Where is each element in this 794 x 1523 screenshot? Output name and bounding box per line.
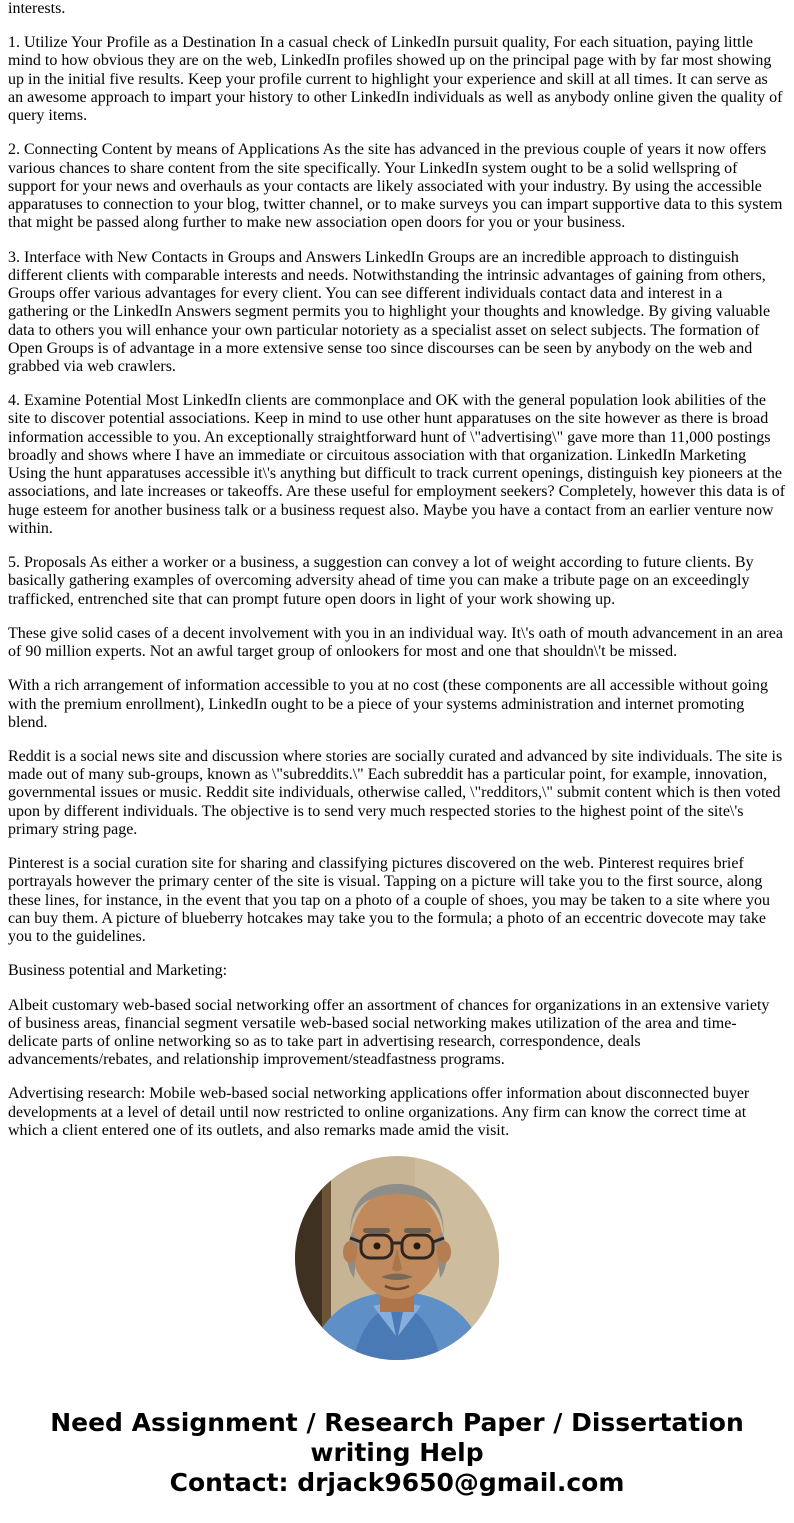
portrait-illustration — [295, 1156, 499, 1360]
paragraph-fragment: interests. — [8, 0, 66, 17]
paragraph: Albeit customary web-based social networking offer an assortment of chances for organizations in an extensive variety of business areas, financial segment versatile web-based social networking makes utilization of the area and time-delicate parts of online networking so as to take part in advertising research, correspondence, deals advancements/rebates, and relationship improvement/steadfastness programs. — [8, 996, 770, 1069]
paragraph-business-heading: Business potential and Marketing: — [8, 962, 228, 980]
help-banner — [0, 1408, 794, 1522]
paragraph-tip-4: 4. Examine Potential Most LinkedIn clients are commonplace and OK with the general population look abilities of the site to discover potential associations. Keep in mind to use other hunt apparatuses on the site however as there is broad information accessible to you. An exceptionally straightforward hunt of \"advertising\" gave more than 11,000 postings broadly and shows where I have an immediate or circuitous association with that organization. LinkedIn Marketing Using the hunt apparatuses accessible it\'s anything but difficult to track current openings, distinguish key pioneers at the associations, and late increases or takeoffs. Are these useful for employment seekers? Completely, however this data is of huge esteem for another business talk or a business request also. Maybe you have a contact from an earlier venture now within. — [8, 392, 786, 537]
help-heading: Need Assignment / Research Paper / Dissertation writing Help — [50, 1408, 744, 1468]
paragraph: With a rich arrangement of information accessible to you at no cost (these components are all accessible without going with the premium enrollment), LinkedIn ought to be a piece of your systems administration and internet promoting blend. — [8, 677, 768, 731]
contact-email: Contact: drjack9650@gmail.com — [169, 1468, 625, 1498]
paragraph-tip-3: 3. Interface with New Contacts in Groups and Answers LinkedIn Groups are an incredible approach to distinguish different clients with comparable interests and needs. Notwithstanding the intrinsic advantages of gaining from others, Groups offer various advantages for every client. You can see different individuals contact data and interest in a gathering or the LinkedIn Answers segment permits you to highlight your thoughts and knowledge. By giving valuable data to others you will enhance your own particular notoriety as a specialist asset on select subjects. The formation of Open Groups is of advantage in a more extensive sense too since discourses can be seen by anybody on the web and grabbed via web crawlers. — [8, 248, 771, 375]
paragraph: These give solid cases of a decent involvement with you in an individual way. It\'s oath of mouth advancement in an area of 90 million experts. Not an awful target group of onlookers for most and one that shouldn\'t be missed. — [8, 624, 783, 661]
paragraph-reddit: Reddit is a social news site and discussion where stories are socially curated and advanced by site individuals. The site is made out of many sub-groups, known as \"subreddits.\" Each subreddit has a particular point, for example, innovation, governmental issues or music. Reddit site individuals, otherwise called, \"redditors,\" submit content which is then voted upon by different individuals. The objective is to send very much respected stories to the highest point of the site\'s primary string page. — [8, 747, 783, 838]
paragraph-tip-5: 5. Proposals As either a worker or a business, a suggestion can convey a lot of weight according to future clients. By basically gathering examples of overcoming adversity ahead of time you can make a tribute page on an exceedingly trafficked, entrenched site that can prompt future open doors in light of your work showing up. — [8, 554, 754, 608]
profile-photo — [295, 1156, 499, 1360]
photo-section — [0, 1156, 794, 1360]
paragraph-advertising-research: Advertising research: Mobile web-based social networking applications offer information about disconnected buyer developments at a level of detail until now restricted to online organizations. Any firm can know the correct time at which a client entered one of its outlets, and also remarks made amid the visit. — [8, 1085, 750, 1139]
paragraph-pinterest: Pinterest is a social curation site for sharing and classifying pictures discovered on the web. Pinterest requires brief portrayals however the primary center of the site is visual. Tapping on a picture will take you to the first source, along these lines, for instance, in the event that you tap on a photo of a couple of shoes, you may be taken to a site where you can buy them. A picture of blueberry hotcakes may take you to the formula; a photo of an eccentric dovecote may take you to the guidelines. — [8, 855, 771, 946]
paragraph-tip-2: 2. Connecting Content by means of Applications As the site has advanced in the previous couple of years it now offers various chances to share content from the site specifically. Your LinkedIn system ought to be a solid wellspring of support for your news and overhauls as your contacts are likely associated with your industry. By using the accessible apparatuses to connection to your blog, twitter channel, or to make surveys you can impart supportive data to this system that might be passed along further to make new association open doors for you or your business. — [8, 141, 783, 232]
paragraph-tip-1: 1. Utilize Your Profile as a Destination In a casual check of LinkedIn pursuit quality, For each situation, paying little mind to how obvious they are on the web, LinkedIn profiles showed up on the principal page with by far most showing up in the initial five results. Keep your profile current to highlight your experience and skill at all times. It can serve as an awesome approach to impart your history to other LinkedIn individuals as well as anybody online given the quality of query items. — [8, 34, 783, 125]
